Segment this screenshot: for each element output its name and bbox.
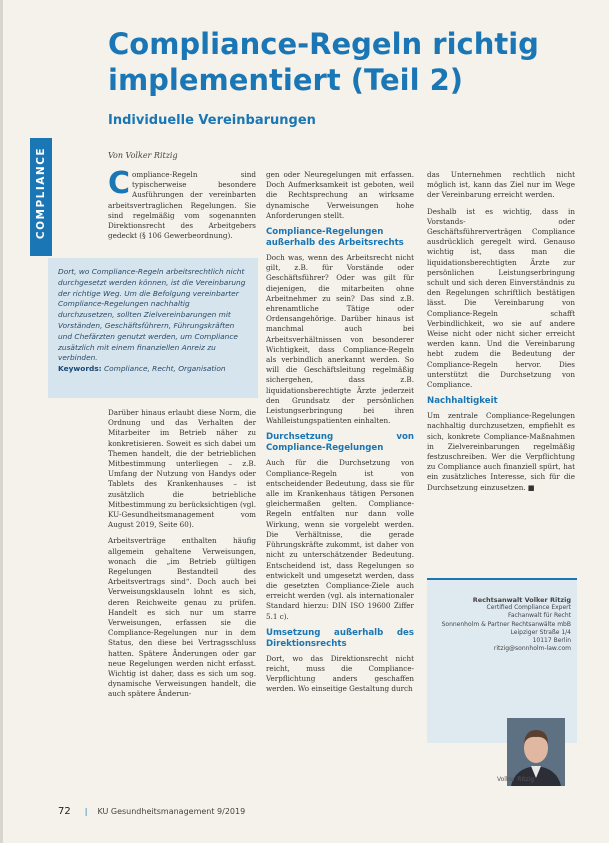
column-2	[266, 170, 414, 701]
column-1	[108, 408, 256, 706]
page-edge	[0, 0, 3, 843]
paragraph: Deshalb ist es wichtig, dass in Vorstands- oder Geschäftsführerverträgen Compliance ausdrücklich geregelt wird. Genauso wichtig ist, dass man die liquidationsberechtigten Ärzte zur persönlichen Leistungserbringung schult und sich deren Einverständnis zu den Regelungen schriftlich bestätigen lässt. Die Vereinbarung von Compliance-Regeln schafft Verbindlichkeit, wo sie auf andere Weise nicht oder nicht sicher erreicht werden kann. Und die Vereinbarung hebt zudem die Bedeutung der Compliance-Regeln hervor. Dies unterstützt die Durchsetzung von Compliance.	[427, 206, 575, 390]
section-tab-label: COMPLIANCE	[35, 146, 47, 240]
author-name: Rechtsanwalt Volker Ritzig	[472, 596, 571, 604]
intro-column	[108, 166, 256, 247]
paragraph: das Unternehmen rechtlich nicht möglich ist, kann das Ziel nur im Wege der Vereinbarung erreicht werden.	[427, 170, 575, 200]
article-title: Compliance-Regeln richtig implementiert (Teil 2)	[108, 27, 539, 97]
section-tab	[30, 138, 52, 256]
author-info-box	[427, 578, 577, 743]
teaser-text: Dort, wo Compliance-Regeln arbeitsrechtlich nicht durchgesetzt werden können, ist die Vereinbarung der richtige Weg. Um die Befolgung vereinbarter Compliance-Regelungen nachhaltig durchzusetzen, sollten Zielvereinbarungen mit Vorständen, Geschäftsführern, Führungskräften und Chefärzten genutzt werden, um Compliance zusätzlich mit einem finanziellen Anreiz zu verbinden.	[58, 267, 246, 363]
author-detail: Leipziger Straße 1/4	[510, 628, 571, 636]
teaser-box	[48, 258, 258, 398]
paragraph: Auch für die Durchsetzung von Compliance-Regeln ist von entscheidender Bedeutung, dass sie für alle im Krankenhaus tätigen Personen gleichermaßen gelten. Compliance-Regeln entfalten nur dann volle Wirkung, wenn sie vorgelebt werden. Die Verhältnisse, die gerade Führungskräfte zukommt, ist daher von nicht zu unterschätzender Bedeutung. Entscheidend ist, dass Regelungen so entwickelt und umgesetzt werden, dass die gesetzten Compliance-Ziele auch erreicht werden (vgl. als internationaler Standard hierzu: DIN ISO 19600 Ziffer 5.1 c).	[266, 458, 414, 621]
author-detail: Fachanwalt für Recht	[507, 612, 571, 620]
paragraph: Dort, wo das Direktionsrecht nicht reicht, muss die Compliance-Verpflichtung anders geschaffen werden. Wo einseitige Gestaltung durch	[266, 653, 414, 694]
journal-name: KU Gesundheitsmanagement 9/2019	[97, 807, 246, 816]
page-footer	[58, 806, 245, 817]
keywords-value: Compliance, Recht, Organisation	[103, 364, 226, 373]
paragraph: Um zentrale Compliance-Regelungen nachhaltig durchzusetzen, empfiehlt es sich, konkrete Compliance-Maßnahmen in Zielvereinbarungen regelmäßig festzuschreiben. Wer die Verpflichtung zu Compliance auch finanziell spürt, hat ein zusätzliches Interesse, sich für die Durchsetzung einzusetzen. ■	[427, 411, 575, 492]
section-heading: Durchsetzung von Compliance-Regelungen	[266, 432, 414, 454]
paragraph: Darüber hinaus erlaubt diese Norm, die Ordnung und das Verhalten der Mitarbeiter im Betrieb näher zu konkretisieren. Soweit es sich dabei um Themen handelt, die der betrieblichen Mitbestimmung unterliegen – z.B. Umfang der Nutzung von Handys oder Tablets des Krankenhauses – ist zusätzlich die betriebliche Mitbestimmung zu berücksichtigen (vgl. KU-Gesundheitsmanagement vom August 2019, Seite 60).	[108, 408, 256, 530]
page-number: 72	[58, 806, 71, 817]
drop-cap: C	[108, 166, 131, 201]
author-detail: 10117 Berlin	[532, 637, 571, 645]
section-heading: Umsetzung außerhalb des Direktionsrechts	[266, 627, 414, 649]
keywords-label: Keywords:	[58, 364, 102, 373]
photo-caption: Volker Ritzig	[497, 776, 535, 783]
author-details	[433, 596, 571, 653]
paragraph: gen oder Neuregelungen mit erfassen. Doch Aufmerksamkeit ist geboten, weil die Rechtsprechung an wirksame dynamische Verweisungen hohe Anforderungen stellt.	[266, 170, 414, 220]
section-heading: Compliance-Regelungen außerhalb des Arbeitsrechts	[266, 227, 404, 249]
author-detail: ritzig@sonnholm-law.com	[493, 645, 571, 653]
divider	[427, 578, 577, 580]
paragraph: Arbeitsverträge enthalten häufig allgemein gehaltene Verweisungen, wonach die „im Betrieb gültigen Regelungen Bestandteil des Arbeitsvertrags sind“. Doch auch bei Verweisungsklauseln lohnt es sich, deren Reichweite genau zu prüfen. Handelt es sich nur um starre Verweisungen, erfassen sie die Compliance-Regelungen nur in dem Status, den diese bei Vertragsschluss hatten. Spätere Änderungen oder gar neue Regelungen werden nicht erfasst. Wichtig ist daher, dass es sich um sog. dynamische Verweisungen handelt, die auch spätere Änderun-	[108, 536, 256, 699]
article-subtitle: Individuelle Vereinbarungen	[108, 113, 316, 128]
author-byline: Von Volker Ritzig	[108, 151, 178, 160]
intro-paragraph: ompliance-Regeln sind typischerweise besondere Ausführungen der vereinbarten arbeitsvertraglichen Regelungen. Sie sind regelmäßig vom sogenannten Direktionsrecht des Arbeitgebers gedeckt (§ 106 Gewerbeordnung).	[108, 170, 256, 241]
column-3	[427, 170, 575, 499]
paragraph: Doch was, wenn des Arbeitsrecht nicht gilt, z.B. für Vorstände oder Geschäftsführer? Oder was gilt für diejenigen, die mitarbeiten ohne Arbeitnehmer zu sein? Das sind z.B. ehrenamtliche Tätige oder Ordensangehörige. Darüber hinaus ist manchmal auch bei Arbeitsverhältnissen von besonderer Wichtigkeit, dass Compliance-Regeln als verbindlich anerkannt werden. So will die Geschäftsleitung regelmäßig sichergehen, dass z.B. liquidationsberechtigte Ärzte jederzeit den Grundsatz der persönlichen Leistungserbringung bei ihren Wahlleistungspatienten einhalten.	[266, 253, 414, 426]
author-detail: Certified Compliance Expert	[486, 604, 571, 612]
keywords-line	[58, 364, 248, 373]
author-detail: Sonnenholm & Partner Rechtsanwälte mbB	[441, 620, 571, 628]
section-heading: Nachhaltigkeit	[427, 396, 498, 407]
footer-separator: |	[84, 807, 88, 816]
